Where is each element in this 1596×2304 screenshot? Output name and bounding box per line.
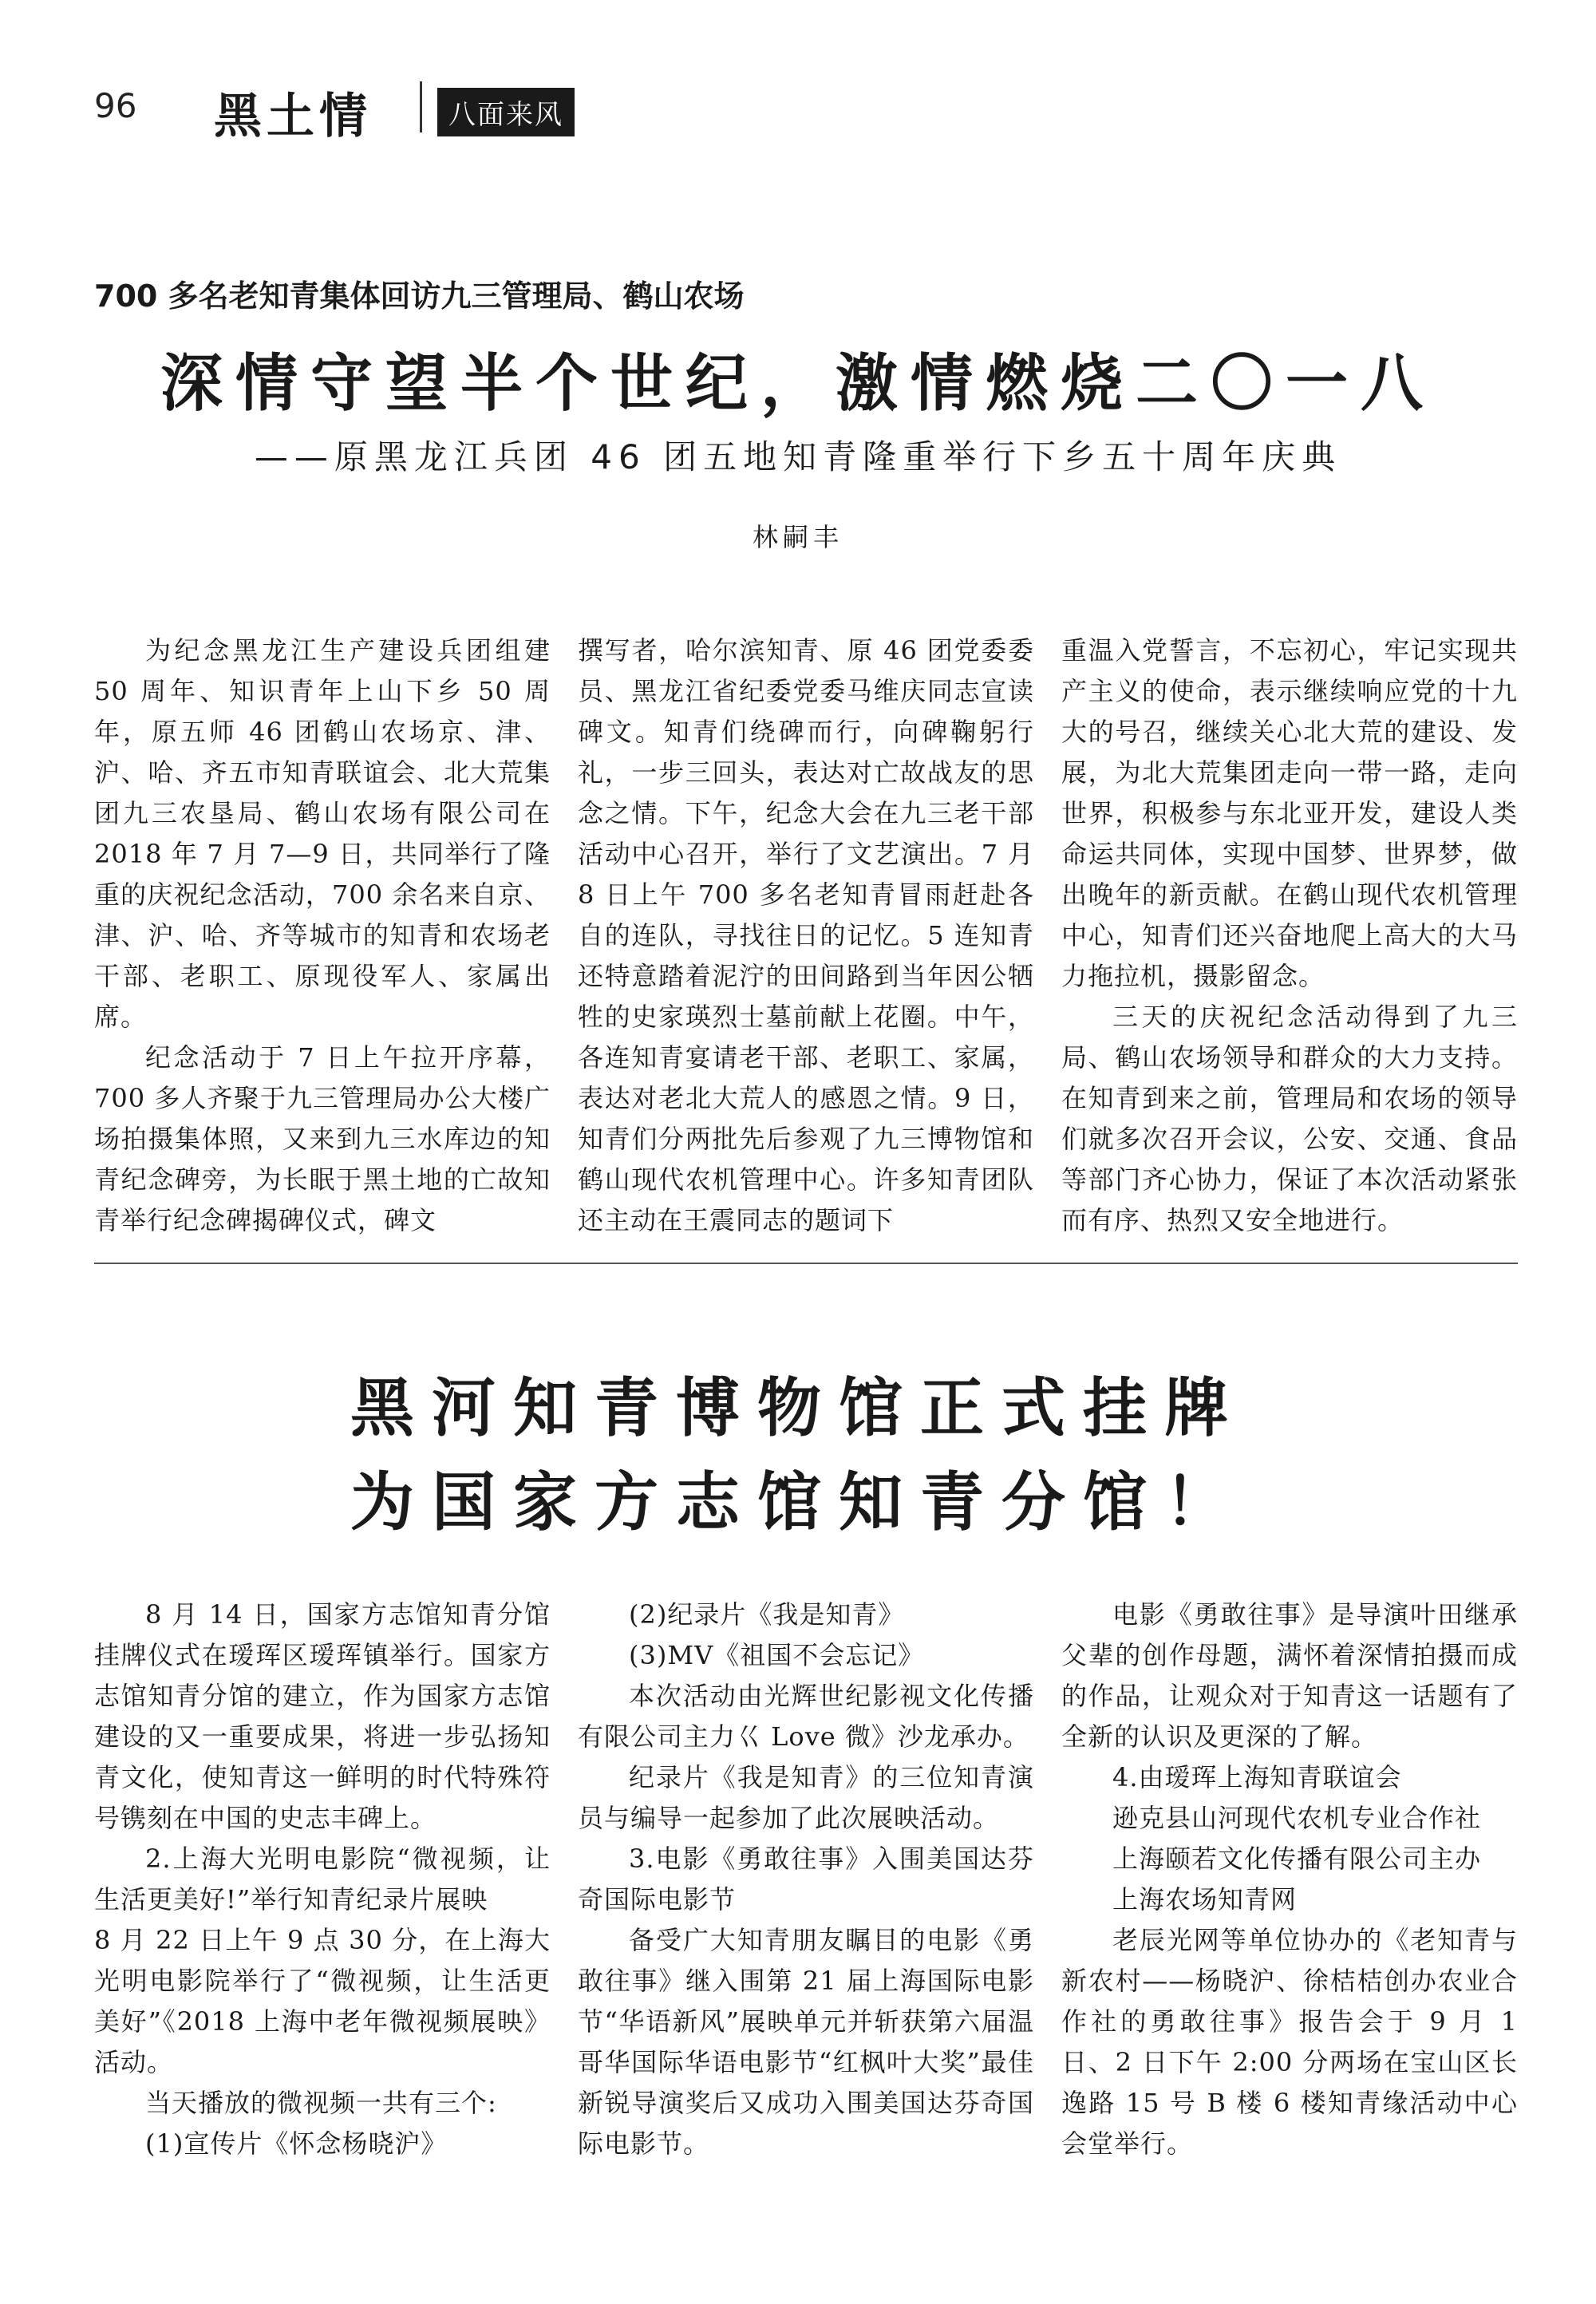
paragraph: 撰写者，哈尔滨知青、原 46 团党委委员、黑龙江省纪委党委马维庆同志宣读碑文。知青们绕碑而行，向碑鞠躬行礼，一步三回头，表达对亡故战友的思念之情。下午，纪念大会在九三老干部活动中心召开，举行了文艺演出。7 月 8 日上午 700 多名老知青冒雨赶赴各自的连队，寻找往日的记忆。5 连知青还特意踏着泥泞的田间路到当年因公牺牲的史家瑛烈士墓前献上花圈。中午，各连知青宴请老干部、老职工、家属，表达对老北大荒人的感恩之情。9 日，知青们分两批先后参观了九三博物馆和鹤山现代农机管理中心。许多知青团队还主动在王震同志的题词下 [578, 635, 1034, 1235]
paragraph: 逊克县山河现代农机专业合作社 [1112, 1803, 1482, 1833]
paragraph: 重温入党誓言，不忘初心，牢记实现共产主义的使命，表示继续响应党的十九大的号召，继续关心北大荒的建设、发展，为北大荒集团走向一带一路，走向世界，积极参与东北亚开发，建设人类命运共同体，实现中国梦、世界梦，做出晚年的新贡献。在鹤山现代农机管理中心，知青们还兴奋地爬上高大的大马力拖拉机，摄影留念。 [1061, 635, 1518, 991]
page-number: 96 [94, 86, 137, 125]
paragraph: 三天的庆祝纪念活动得到了九三局、鹤山农场领导和群众的大力支持。在知青到来之前，管理局和农场的领导们就多次召开会议，公安、交通、食品等部门齐心协力，保证了本次活动紧张而有序、热烈又安全地进行。 [1061, 1002, 1518, 1235]
section-label: 八面来风 [437, 88, 575, 136]
article2-column-1 [94, 1595, 551, 2164]
paragraph: 3.电影《勇敢往事》入围美国达芬奇国际电影节 [578, 1844, 1034, 1915]
magazine-title: 黑土情 [214, 89, 372, 144]
paragraph: 纪念活动于 7 日上午拉开序幕，700 多人齐聚于九三管理局办公大楼广场拍摄集体照，又来到九三水库边的知青纪念碑旁，为长眠于黑土地的亡故知青举行纪念碑揭碑仪式，碑文 [94, 1042, 551, 1235]
article1-author: 林嗣丰 [752, 522, 843, 552]
article1-column-3 [1061, 630, 1518, 1241]
article1-title: 深情守望半个世纪，激情燃烧二〇一八 [160, 347, 1436, 420]
article2-column-2 [578, 1595, 1034, 2164]
paragraph: 电影《勇敢往事》是导演叶田继承父辈的创作母题，满怀着深情拍摄而成的作品，让观众对于知青这一话题有了全新的认识及更深的了解。 [1061, 1599, 1518, 1752]
paragraph: 本次活动由光辉世纪影视文化传播有限公司主力巜 Love 微》沙龙承办。 [578, 1681, 1034, 1752]
paragraph: 当天播放的微视频一共有三个: [145, 2088, 497, 2118]
article1-column-2 [578, 630, 1034, 1241]
article-divider [94, 1263, 1518, 1264]
paragraph: 2.上海大光明电影院“微视频，让生活更美好!”举行知青纪录片展映 [94, 1844, 551, 1915]
header-divider [420, 81, 422, 132]
paragraph: 备受广大知青朋友瞩目的电影《勇敢往事》继入围第 21 届上海国际电影节“华语新风”展映单元并斩获第六届温哥华国际华语电影节“红枫叶大奖”最佳新锐导演奖后又成功入围美国达芬奇国际电影节。 [578, 1925, 1034, 2159]
paragraph: (1)宣传片《怀念杨晓沪》 [145, 2128, 448, 2159]
article1-column-1 [94, 630, 551, 1241]
paragraph: 8 月 22 日上午 9 点 30 分，在上海大光明电影院举行了“微视频，让生活更美好”《2018 上海中老年微视频展映》活动。 [94, 1925, 551, 2077]
article2-column-3 [1061, 1595, 1518, 2164]
article2-title-line2: 为国家方志馆知青分馆！ [350, 1464, 1246, 1539]
paragraph: 上海颐若文化传播有限公司主办 [1112, 1844, 1482, 1874]
paragraph: (3)MV《祖国不会忘记》 [629, 1640, 925, 1670]
paragraph: 8 月 14 日，国家方志馆知青分馆挂牌仪式在瑷珲区瑷珲镇举行。国家方志馆知青分馆的建立，作为国家方志馆建设的又一重要成果，将进一步弘扬知青文化，使知青这一鲜明的时代特殊符号镌刻在中国的史志丰碑上。 [94, 1599, 551, 1833]
article2-title-line1: 黑河知青博物馆正式挂牌 [350, 1370, 1246, 1445]
paragraph: (2)纪录片《我是知青》 [629, 1599, 905, 1630]
article1-subtitle: ——原黑龙江兵团 46 团五地知青隆重举行下乡五十周年庆典 [254, 437, 1342, 476]
article1-kicker: 700 多名老知青集体回访九三管理局、鹤山农场 [94, 279, 745, 314]
paragraph: 为纪念黑龙江生产建设兵团组建 50 周年、知识青年上山下乡 50 周年，原五师 46 团鹤山农场京、津、沪、哈、齐五市知青联谊会、北大荒集团九三农垦局、鹤山农场有限公司在 2018 年 7 月 7—9 日，共同举行了隆重的庆祝纪念活动，700 余名来自京、津、沪、哈、齐等城市的知青和农场老干部、老职工、原现役军人、家属出席。 [94, 635, 551, 1032]
paragraph: 纪录片《我是知青》的三位知青演员与编导一起参加了此次展映活动。 [578, 1762, 1034, 1833]
paragraph: 4.由瑷珲上海知青联谊会 [1112, 1762, 1402, 1792]
paragraph: 上海农场知青网 [1112, 1884, 1298, 1915]
paragraph: 老辰光网等单位协办的《老知青与新农村——杨晓沪、徐桔桔创办农业合作社的勇敢往事》报告会于 9 月 1 日、2 日下午 2:00 分两场在宝山区长逸路 15 号 B 楼 6 楼知青缘活动中心会堂举行。 [1061, 1925, 1518, 2159]
